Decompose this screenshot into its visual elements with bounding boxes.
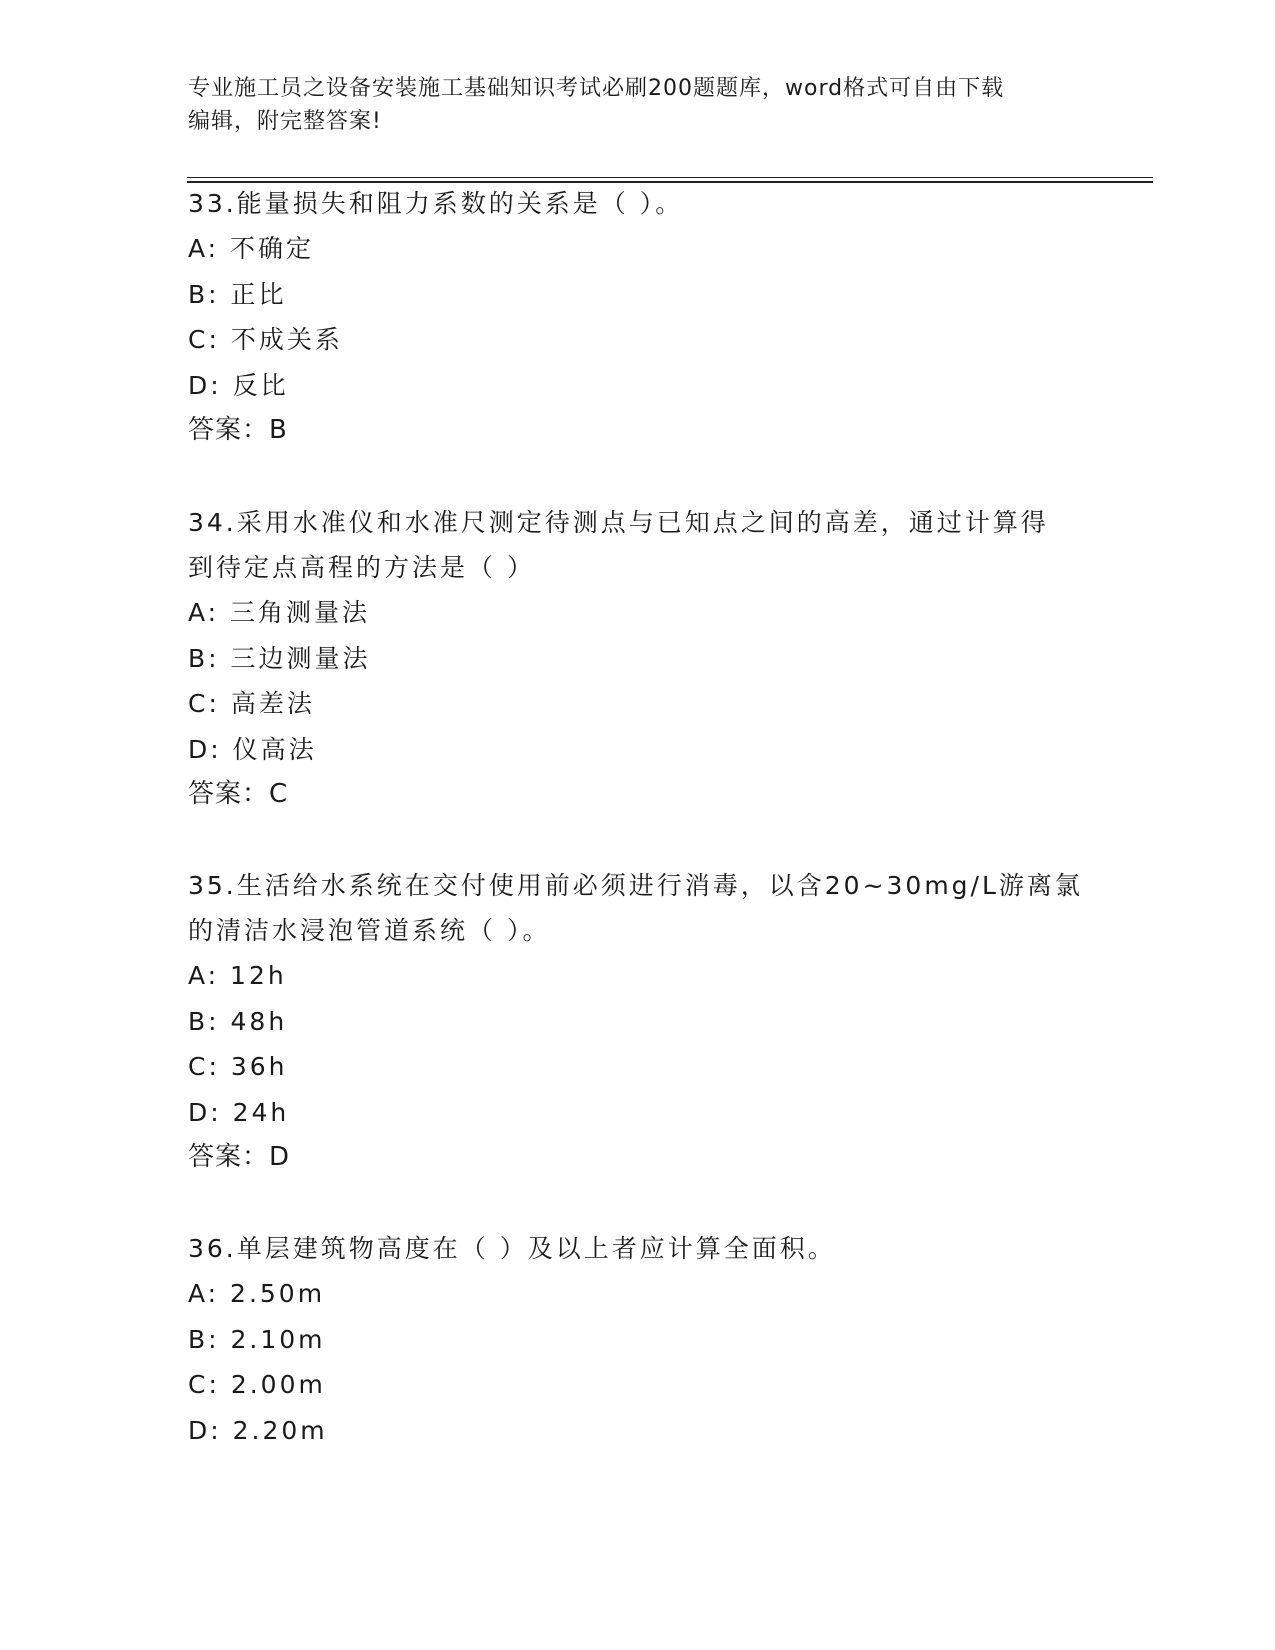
option-a: A: 三角测量法 — [188, 598, 371, 627]
option-c: C: 高差法 — [188, 689, 315, 718]
question-stem: 34.采用水准仪和水准尺测定待测点与已知点之间的高差，通过计算得 — [188, 508, 1049, 537]
question-35 — [188, 863, 1088, 1180]
answer-line: 答案：C — [188, 779, 289, 809]
option-b: B: 48h — [188, 1006, 288, 1036]
header-title-line-1: 专业施工员之设备安装施工基础知识考试必刷200题题库，word格式可自由下载 — [188, 76, 1005, 101]
option-c: C: 2.00m — [188, 1370, 326, 1399]
option-b: B: 2.10m — [188, 1324, 326, 1354]
answer-line: 答案：D — [188, 1142, 291, 1172]
question-stem-continued: 的清洁水浸泡管道系统（ ）。 — [188, 916, 551, 945]
option-c: C: 不成关系 — [188, 325, 343, 354]
header-divider-thin — [187, 177, 1153, 178]
answer-line: 答案：B — [188, 415, 288, 445]
question-stem: 33.能量损失和阻力系数的关系是（ ）。 — [188, 189, 684, 218]
question-stem: 36.单层建筑物高度在（ ）及以上者应计算全面积。 — [188, 1234, 836, 1263]
option-b: B: 正比 — [188, 279, 287, 309]
option-c: C: 36h — [188, 1052, 288, 1081]
option-d: D: 2.20m — [188, 1415, 328, 1445]
option-a: A: 2.50m — [188, 1279, 326, 1308]
option-b: B: 三边测量法 — [188, 643, 371, 673]
option-d: D: 24h — [188, 1097, 290, 1127]
question-34 — [188, 500, 1088, 817]
header-title-line-2: 编辑，附完整答案! — [188, 109, 382, 134]
question-36 — [188, 1226, 1088, 1453]
document-header — [188, 72, 1068, 138]
question-stem-continued: 到待定点高程的方法是（ ） — [188, 553, 535, 582]
question-33 — [188, 181, 1088, 453]
question-stem: 35.生活给水系统在交付使用前必须进行消毒，以含20~30mg/L游离氯 — [188, 871, 1083, 900]
option-a: A: 不确定 — [188, 234, 315, 263]
option-d: D: 仪高法 — [188, 734, 317, 764]
option-d: D: 反比 — [188, 370, 289, 400]
option-a: A: 12h — [188, 961, 287, 990]
